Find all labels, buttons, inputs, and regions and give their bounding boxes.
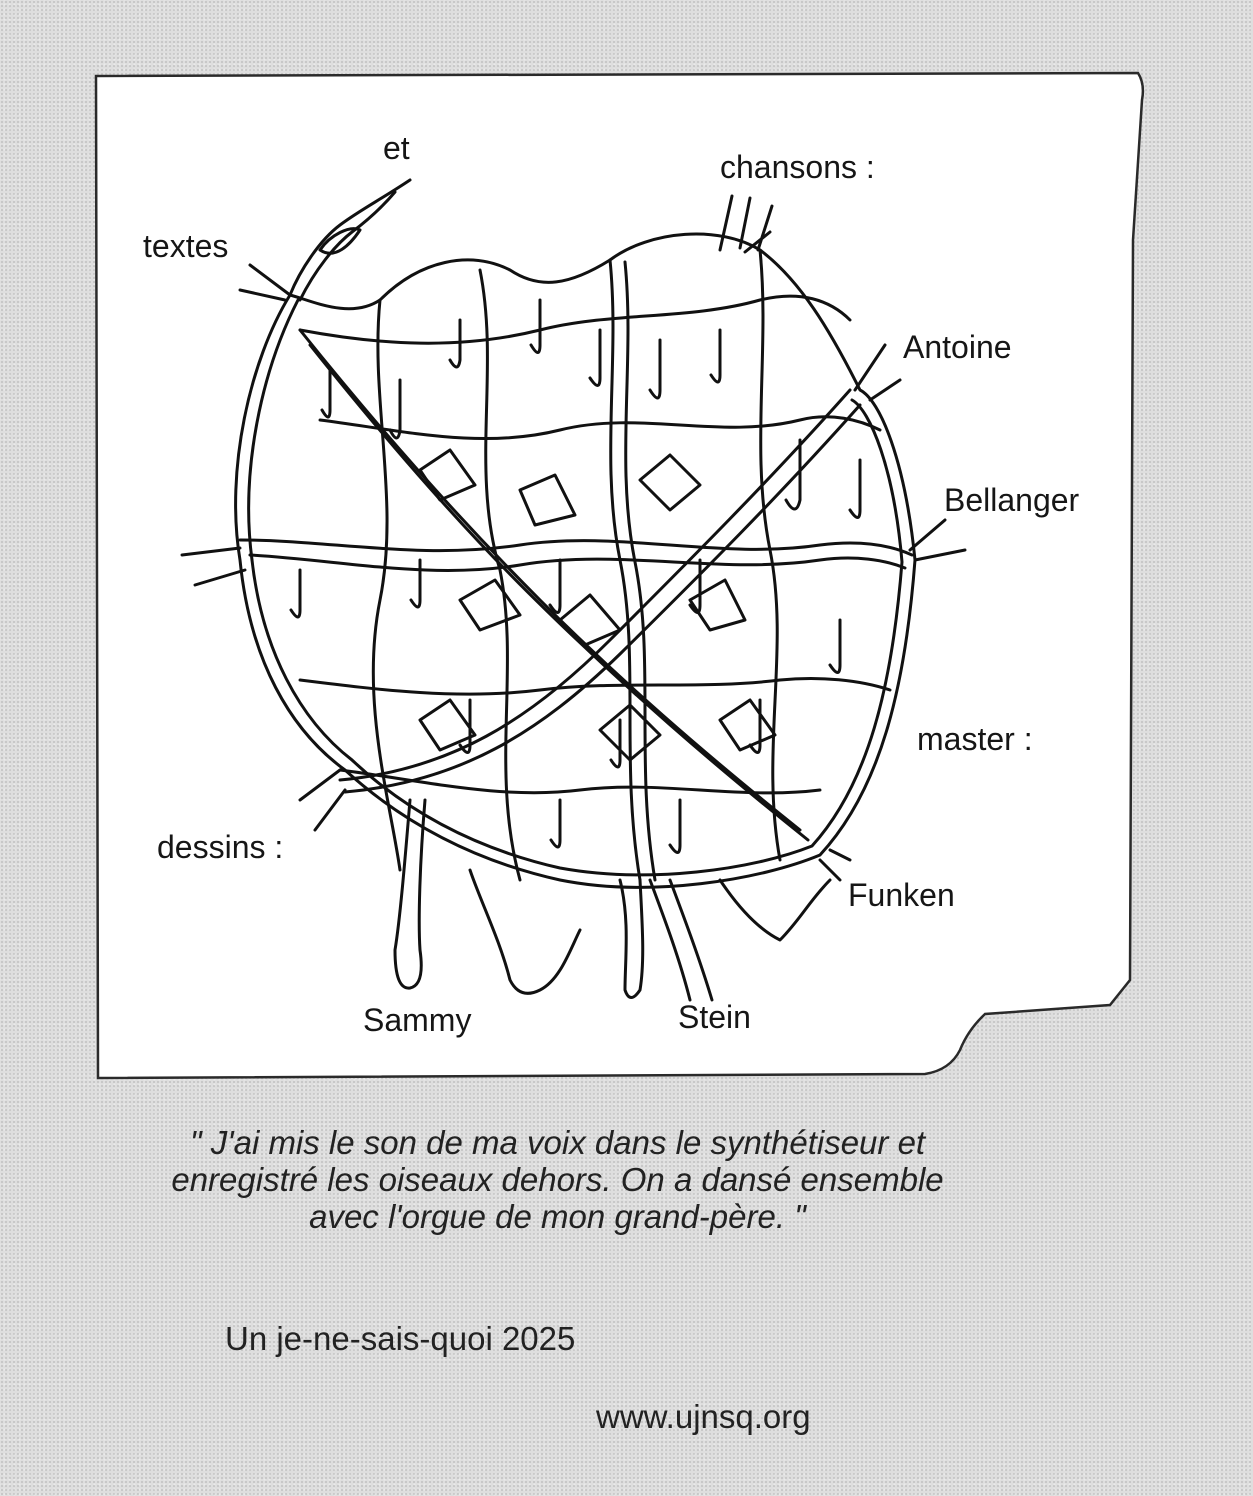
quote-line-2: enregistré les oiseaux dehors. On a dansé ensemble xyxy=(171,1161,944,1198)
label-chansons: chansons : xyxy=(720,149,875,185)
label-stein: Stein xyxy=(678,999,751,1035)
quote-line-3: avec l'orgue de mon grand-père. " xyxy=(309,1198,806,1235)
label-antoine: Antoine xyxy=(903,329,1012,365)
label-dessins: dessins : xyxy=(157,829,284,865)
label-funken: Funken xyxy=(848,877,955,913)
quote xyxy=(90,1124,1025,1235)
label-sammy: Sammy xyxy=(363,1002,472,1038)
quote-line-1: " J'ai mis le son de ma voix dans le synthétiseur et xyxy=(189,1124,926,1161)
label-master: master : xyxy=(917,721,1033,757)
label-bellanger: Bellanger xyxy=(944,482,1080,518)
website-url: www.ujnsq.org xyxy=(596,1398,811,1435)
credit-line: Un je-ne-sais-quoi 2025 xyxy=(225,1320,576,1357)
label-et: et xyxy=(383,130,410,166)
label-textes: textes xyxy=(143,228,229,264)
